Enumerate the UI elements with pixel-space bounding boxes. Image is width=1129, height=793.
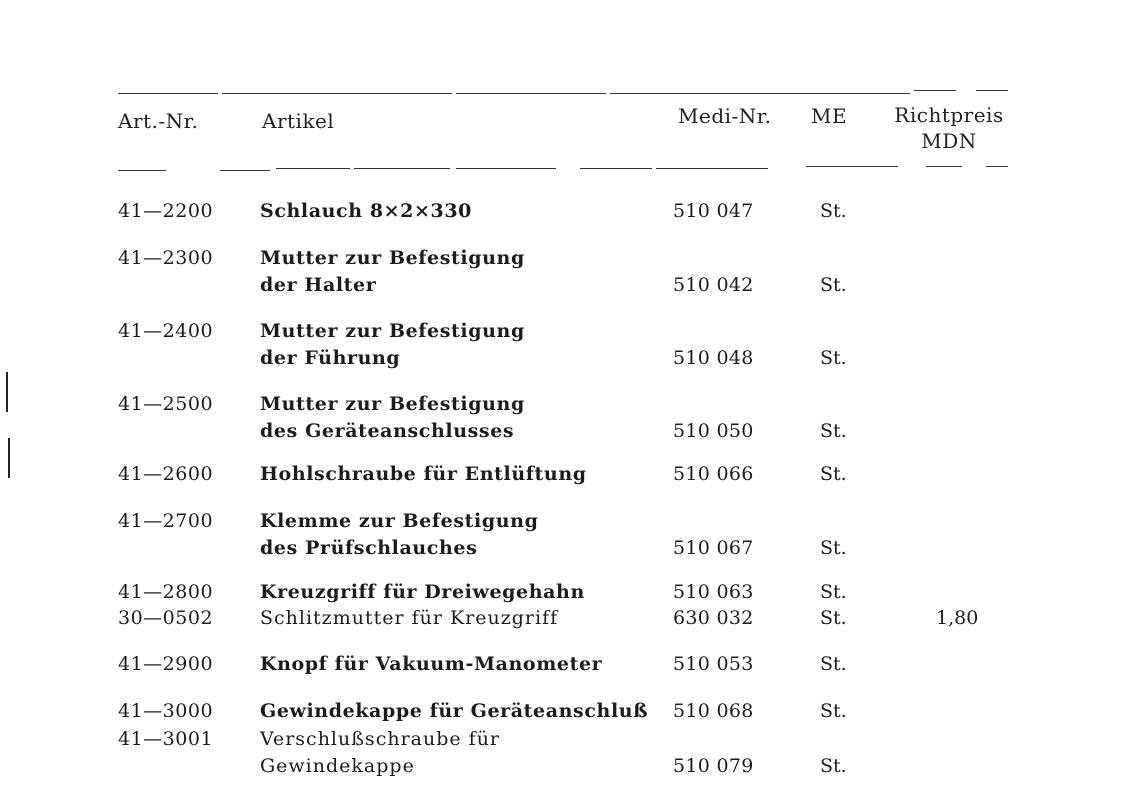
medi-number: 510 047	[673, 200, 754, 222]
article-number: 30—0502	[118, 607, 214, 629]
article-description	[260, 605, 558, 632]
medi-number: 510 068	[673, 700, 754, 722]
header-bottom-rule	[354, 168, 450, 169]
article-description	[260, 508, 538, 562]
description-line: Mutter zur Befestigung	[260, 247, 525, 269]
article-description	[260, 245, 525, 299]
description-line: Gewindekappe für Geräteanschluß	[260, 700, 649, 722]
header-top-rule	[222, 93, 452, 94]
article-description	[260, 318, 525, 372]
medi-number: 510 067	[673, 537, 754, 559]
unit-of-measure: St.	[820, 755, 847, 777]
article-description	[260, 579, 585, 606]
unit-of-measure: St.	[820, 700, 847, 722]
header-top-rule	[118, 93, 218, 94]
description-line: des Geräteanschlusses	[260, 420, 515, 442]
description-line: Verschlußschraube für	[260, 728, 501, 750]
description-line: Hohlschraube für Entlüftung	[260, 463, 587, 485]
article-description	[260, 698, 648, 725]
unit-of-measure: St.	[820, 581, 847, 603]
article-number: 41—2200	[118, 200, 214, 222]
header-bottom-rule	[986, 166, 1008, 167]
medi-number: 510 063	[673, 581, 754, 603]
article-description	[260, 461, 587, 488]
article-number: 41—3000	[118, 700, 214, 722]
unit-of-measure: St.	[820, 274, 847, 296]
description-line: Klemme zur Befestigung	[260, 510, 539, 532]
unit-of-measure: St.	[820, 653, 847, 675]
article-number: 41—2700	[118, 510, 214, 532]
header-artikel: Artikel	[262, 109, 335, 133]
article-number: 41—2500	[118, 393, 214, 415]
article-number: 41—2600	[118, 463, 214, 485]
header-richtpreis-label: Richtpreis	[894, 103, 1004, 127]
margin-mark	[8, 438, 10, 478]
description-line: der Führung	[260, 347, 401, 369]
article-number: 41—2400	[118, 320, 214, 342]
margin-mark	[6, 372, 8, 412]
description-line: Knopf für Vakuum-Manometer	[260, 653, 603, 675]
article-description	[260, 391, 525, 445]
header-richtpreis	[886, 102, 1012, 154]
header-bottom-rule	[806, 166, 898, 167]
header-richtpreis-unit: MDN	[921, 129, 977, 153]
header-bottom-rule	[118, 170, 166, 171]
article-number: 41—3001	[118, 728, 214, 750]
article-description	[260, 651, 602, 678]
medi-number: 510 066	[673, 463, 754, 485]
header-bottom-rule	[276, 168, 350, 169]
description-line: Mutter zur Befestigung	[260, 320, 525, 342]
price: 1,80	[936, 607, 979, 629]
medi-number: 510 048	[673, 347, 754, 369]
header-top-rule	[976, 90, 1008, 91]
header-medi-nr: Medi-Nr.	[678, 104, 772, 128]
unit-of-measure: St.	[820, 420, 847, 442]
medi-number: 630 032	[673, 607, 754, 629]
header-bottom-rule	[580, 168, 652, 169]
description-line: Schlauch 8×2×330	[260, 200, 472, 222]
header-top-rule	[914, 90, 956, 91]
unit-of-measure: St.	[820, 463, 847, 485]
article-number: 41—2300	[118, 247, 214, 269]
header-me: ME	[811, 104, 848, 128]
description-line: Schlitzmutter für Kreuzgriff	[260, 607, 559, 629]
description-line: der Halter	[260, 274, 377, 296]
description-line: Kreuzgriff für Dreiwegehahn	[260, 581, 585, 603]
description-line: Mutter zur Befestigung	[260, 393, 525, 415]
medi-number: 510 042	[673, 274, 754, 296]
medi-number: 510 050	[673, 420, 754, 442]
article-number: 41—2900	[118, 653, 214, 675]
header-top-rule	[610, 93, 910, 94]
description-line: des Prüfschlauches	[260, 537, 478, 559]
unit-of-measure: St.	[820, 200, 847, 222]
unit-of-measure: St.	[820, 347, 847, 369]
header-bottom-rule	[926, 166, 962, 167]
header-art-nr: Art.-Nr.	[118, 109, 199, 133]
header-bottom-rule	[220, 170, 270, 171]
description-line: Gewindekappe	[260, 755, 415, 777]
header-bottom-rule	[656, 168, 768, 169]
medi-number: 510 079	[673, 755, 754, 777]
article-description	[260, 198, 472, 225]
medi-number: 510 053	[673, 653, 754, 675]
unit-of-measure: St.	[820, 607, 847, 629]
unit-of-measure: St.	[820, 537, 847, 559]
header-bottom-rule	[456, 168, 556, 169]
header-top-rule	[456, 93, 606, 94]
article-description	[260, 726, 500, 780]
article-number: 41—2800	[118, 581, 214, 603]
